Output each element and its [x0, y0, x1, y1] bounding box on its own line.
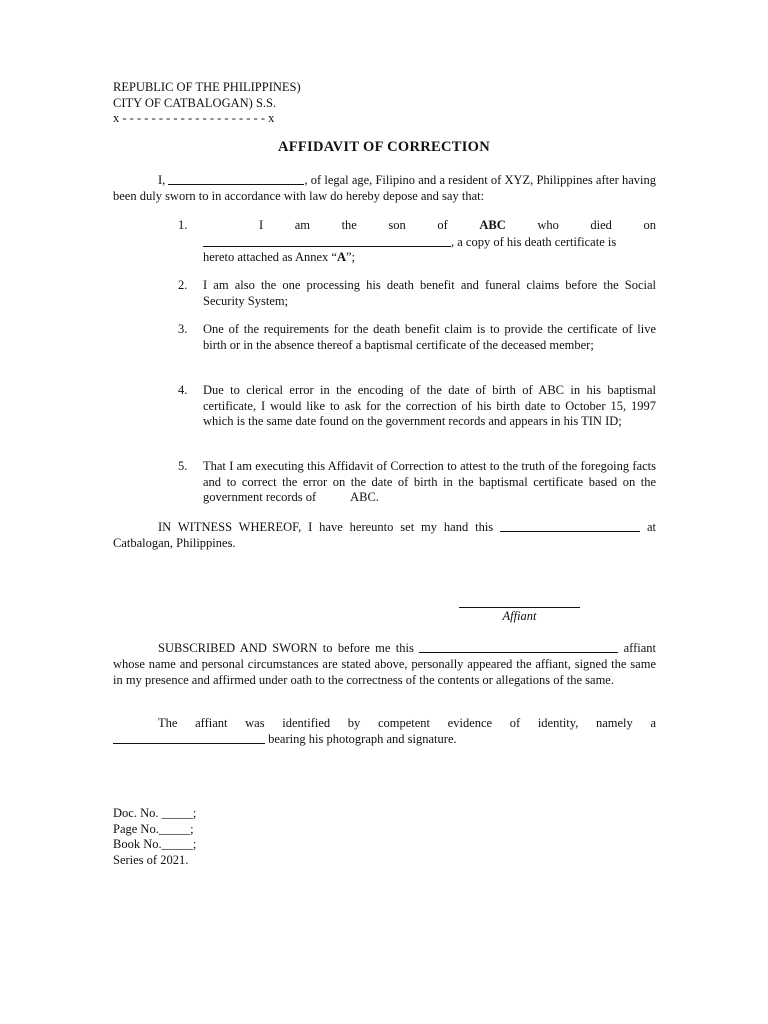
item-5-tail: ABC.	[350, 490, 379, 504]
book-number: Book No._____;	[113, 837, 197, 851]
affiant-name-blank	[168, 172, 304, 185]
caption-republic: REPUBLIC OF THE PHILIPPINES)	[113, 80, 301, 94]
intro-text: , of legal age, Filipino and a resident of XYZ, Philippines after having been duly sworn to in accordance with law do hereby depose and say that:	[113, 173, 656, 203]
witness-suffix: at Catbalogan, Philippines.	[113, 520, 657, 550]
item-1-line-2	[203, 234, 656, 251]
witness-date-blank	[500, 519, 640, 532]
jurat-paragraph	[113, 640, 656, 688]
intro-paragraph	[113, 172, 656, 204]
jurat-rest: affiant whose name and personal circumstances are stated above, personally appeared the affiant, signed the same in my presence and affirmed under oath to the correctness of the contents or allegations of the same.	[113, 641, 656, 687]
item-number: 4.	[178, 383, 188, 397]
identity-text: The affiant was identified by competent evidence of identity, namely a	[158, 716, 656, 730]
case-caption	[113, 80, 301, 127]
numbered-item	[178, 459, 656, 506]
numbered-item	[178, 218, 656, 266]
item-1-line-1	[203, 218, 656, 234]
item-1-word: who	[537, 218, 559, 232]
witness-text: IN WITNESS WHEREOF, I have hereunto set my hand this	[158, 520, 494, 534]
annex-letter: A	[336, 250, 346, 264]
item-number: 1.	[178, 218, 188, 232]
item-text	[203, 459, 656, 506]
identity-paragraph	[113, 715, 656, 747]
item-1-annex-suffix: ”;	[346, 250, 356, 264]
item-1-line-2-text: , a copy of his death certificate is	[451, 234, 617, 249]
intro-prefix: I,	[158, 173, 166, 187]
signature-line	[459, 607, 580, 608]
item-1-word: of	[437, 218, 448, 232]
deceased-name: ABC	[479, 218, 506, 232]
notarial-register	[113, 806, 196, 868]
item-number: 5.	[178, 459, 188, 473]
item-5-text: That I am executing this Affidavit of Correction to attest to the truth of the foregoing facts and to correct the error on the date of birth in the baptismal certificate based on the government records of	[203, 459, 656, 504]
item-number: 3.	[178, 322, 188, 336]
item-text: I am also the one processing his death benefit and funeral claims before the Social Security System;	[203, 278, 656, 308]
item-1-line-3	[203, 250, 656, 266]
item-text: One of the requirements for the death benefit claim is to provide the certificate of live birth or in the absence thereof a baptismal certificate of the deceased member;	[203, 322, 656, 352]
death-date-blank	[203, 234, 451, 247]
item-1-word: died	[590, 218, 612, 232]
identity-evidence-blank	[113, 731, 265, 744]
item-1-word: the	[341, 218, 357, 232]
page-number: Page No._____;	[113, 821, 194, 836]
jurat-date-blank	[419, 640, 618, 653]
document-title: AFFIDAVIT OF CORRECTION	[277, 139, 491, 155]
caption-city: CITY OF CATBALOGAN) S.S.	[113, 95, 277, 110]
series-year: Series of 2021.	[113, 852, 189, 867]
numbered-item	[178, 322, 656, 353]
item-1-word: I	[259, 218, 264, 232]
item-1-annex-prefix: hereto attached as Annex “	[203, 250, 337, 264]
item-1-word: on	[643, 218, 656, 232]
item-1-word: son	[388, 218, 406, 232]
jurat-text: SUBSCRIBED AND SWORN to before me this	[158, 641, 414, 655]
doc-number: Doc. No. _____;	[113, 806, 197, 820]
item-text: Due to clerical error in the encoding of the date of birth of ABC in his baptismal certificate, I would like to ask for the correction of his birth date to October 15, 1997 which is the same date found on the government records and appears in his TIN ID;	[203, 383, 656, 428]
item-number: 2.	[178, 278, 188, 292]
caption-divider: x - - - - - - - - - - - - - - - - - - - - x	[113, 111, 275, 125]
affiant-label: Affiant	[502, 609, 537, 623]
numbered-item	[178, 278, 656, 309]
witness-paragraph	[113, 519, 656, 551]
item-1-word: am	[294, 218, 311, 232]
identity-suffix: bearing his photograph and signature.	[265, 732, 457, 746]
numbered-item	[178, 383, 656, 430]
